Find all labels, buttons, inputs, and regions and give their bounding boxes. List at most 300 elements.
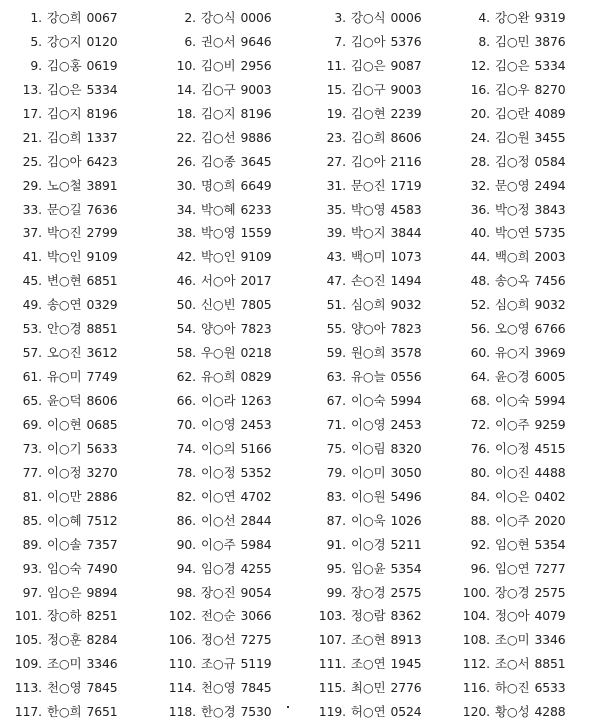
- item-code: 5496: [390, 488, 422, 504]
- list-item: [444, 198, 600, 222]
- item-number: 13.: [22, 81, 42, 97]
- list-item: [298, 365, 444, 389]
- list-item: [298, 221, 444, 245]
- list-item: [0, 102, 150, 126]
- item-number: 106.: [168, 632, 196, 648]
- list-item: [150, 30, 298, 54]
- item-number: 87.: [326, 512, 346, 528]
- item-name: 원○희: [351, 345, 386, 361]
- item-code: 3346: [534, 632, 566, 648]
- item-number: 18.: [176, 105, 196, 121]
- item-name: 한○경: [201, 704, 236, 720]
- list-item: [0, 700, 150, 724]
- item-name: 이○림: [351, 440, 386, 456]
- item-code: 8851: [86, 321, 118, 337]
- item-number: 85.: [22, 512, 42, 528]
- item-number: 22.: [176, 129, 196, 145]
- item-code: 0829: [240, 369, 272, 385]
- item-name: 김○원: [495, 129, 530, 145]
- item-code: 8851: [534, 656, 566, 672]
- item-number: 51.: [326, 297, 346, 313]
- item-code: 0556: [390, 369, 422, 385]
- item-name: 이○정: [201, 464, 236, 480]
- item-code: 8270: [534, 81, 566, 97]
- item-code: 9003: [390, 81, 422, 97]
- item-name: 김○정: [495, 153, 530, 169]
- item-name: 노○철: [47, 177, 82, 193]
- list-item: [150, 437, 298, 461]
- item-code: 0218: [240, 345, 272, 361]
- item-name: 조○미: [495, 632, 530, 648]
- item-number: 30.: [176, 177, 196, 193]
- item-number: 6.: [184, 33, 196, 49]
- list-item: [444, 245, 600, 269]
- item-number: 11.: [326, 57, 346, 73]
- item-code: 5334: [534, 57, 566, 73]
- item-number: 20.: [470, 105, 490, 121]
- item-name: 김○지: [201, 105, 236, 121]
- list-item: [0, 533, 150, 557]
- item-name: 김○홍: [47, 57, 82, 73]
- item-name: 강○식: [201, 10, 236, 25]
- item-code: 6005: [534, 369, 566, 385]
- list-item: [150, 126, 298, 150]
- item-name: 이○기: [47, 440, 82, 456]
- item-number: 108.: [462, 632, 490, 648]
- item-code: 1026: [390, 512, 422, 528]
- name-list-grid: [0, 6, 600, 724]
- list-row: [0, 221, 600, 245]
- item-name: 임○연: [495, 560, 530, 576]
- item-number: 25.: [22, 153, 42, 169]
- list-item: [298, 78, 444, 102]
- item-code: 6423: [86, 153, 118, 169]
- list-item: [444, 628, 600, 652]
- item-name: 김○민: [495, 33, 530, 49]
- item-number: 64.: [470, 369, 490, 385]
- list-item: [444, 485, 600, 509]
- item-number: 70.: [176, 416, 196, 432]
- item-name: 안○경: [47, 321, 82, 337]
- list-item: [298, 485, 444, 509]
- item-name: 이○솔: [47, 536, 82, 552]
- item-number: 95.: [326, 560, 346, 576]
- item-number: 111.: [318, 656, 346, 672]
- item-code: 0329: [86, 297, 118, 313]
- list-item: [0, 341, 150, 365]
- list-row: [0, 509, 600, 533]
- list-item: [150, 6, 298, 30]
- item-number: 19.: [326, 105, 346, 121]
- list-item: [150, 557, 298, 581]
- list-item: [150, 269, 298, 293]
- item-name: 이○영: [351, 416, 386, 432]
- item-number: 63.: [326, 369, 346, 385]
- item-number: 38.: [176, 225, 196, 241]
- item-name: 명○희: [201, 177, 236, 193]
- item-number: 116.: [462, 680, 490, 696]
- item-number: 102.: [168, 608, 196, 624]
- item-number: 92.: [470, 536, 490, 552]
- item-number: 3.: [334, 10, 346, 25]
- item-name: 백○희: [495, 249, 530, 265]
- list-item: [444, 30, 600, 54]
- item-name: 김○비: [201, 57, 236, 73]
- item-number: 39.: [326, 225, 346, 241]
- item-name: 윤○경: [495, 369, 530, 385]
- item-code: 4583: [390, 201, 422, 217]
- item-name: 임○윤: [351, 560, 386, 576]
- list-row: [0, 485, 600, 509]
- item-code: 5735: [534, 225, 566, 241]
- item-code: 2239: [390, 105, 422, 121]
- item-name: 정○훈: [47, 632, 82, 648]
- list-row: [0, 174, 600, 198]
- item-number: 73.: [22, 440, 42, 456]
- list-item: [444, 317, 600, 341]
- item-name: 강○희: [47, 10, 82, 25]
- list-item: [298, 102, 444, 126]
- item-number: 103.: [318, 608, 346, 624]
- list-item: [298, 652, 444, 676]
- item-code: 7275: [240, 632, 272, 648]
- list-item: [0, 365, 150, 389]
- item-number: 117.: [14, 704, 42, 720]
- item-code: 2776: [390, 680, 422, 696]
- list-item: [298, 150, 444, 174]
- item-code: 5354: [534, 536, 566, 552]
- item-name: 유○늘: [351, 369, 386, 385]
- item-name: 김○종: [201, 153, 236, 169]
- item-name: 김○선: [201, 129, 236, 145]
- item-code: 9109: [86, 249, 118, 265]
- list-item: [444, 269, 600, 293]
- item-name: 김○은: [351, 57, 386, 73]
- list-row: [0, 78, 600, 102]
- item-number: 49.: [22, 297, 42, 313]
- item-name: 김○현: [351, 105, 386, 121]
- item-code: 6533: [534, 680, 566, 696]
- item-code: 1719: [390, 177, 422, 193]
- item-code: 5166: [240, 440, 272, 456]
- list-item: [444, 150, 600, 174]
- item-name: 심○희: [351, 297, 386, 313]
- item-name: 조○규: [201, 656, 236, 672]
- item-number: 86.: [176, 512, 196, 528]
- item-name: 오○영: [495, 321, 530, 337]
- item-code: 8362: [390, 608, 422, 624]
- list-item: [0, 317, 150, 341]
- item-name: 이○현: [47, 416, 82, 432]
- item-number: 79.: [326, 464, 346, 480]
- item-code: 9886: [240, 129, 272, 145]
- item-name: 이○영: [201, 416, 236, 432]
- list-row: [0, 581, 600, 605]
- item-code: 7823: [240, 321, 272, 337]
- item-number: 12.: [470, 57, 490, 73]
- item-code: 1263: [240, 393, 272, 408]
- list-item: [0, 389, 150, 413]
- list-item: [150, 221, 298, 245]
- list-item: [298, 6, 444, 30]
- item-code: 9032: [390, 297, 422, 313]
- list-item: [298, 341, 444, 365]
- list-item: [0, 628, 150, 652]
- item-number: 100.: [462, 584, 490, 600]
- list-row: [0, 533, 600, 557]
- item-number: 90.: [176, 536, 196, 552]
- item-name: 박○혜: [201, 201, 236, 217]
- item-code: 0006: [390, 10, 422, 25]
- item-code: 0524: [390, 704, 422, 720]
- list-item: [298, 245, 444, 269]
- item-number: 44.: [470, 249, 490, 265]
- item-number: 40.: [470, 225, 490, 241]
- item-name: 송○옥: [495, 273, 530, 289]
- item-name: 이○미: [351, 464, 386, 480]
- item-name: 박○정: [495, 201, 530, 217]
- item-code: 0619: [86, 57, 118, 73]
- item-number: 29.: [22, 177, 42, 193]
- list-row: [0, 54, 600, 78]
- item-number: 42.: [176, 249, 196, 265]
- list-row: [0, 245, 600, 269]
- list-item: [150, 461, 298, 485]
- item-number: 56.: [470, 321, 490, 337]
- item-name: 장○경: [495, 584, 530, 600]
- item-number: 2.: [184, 10, 196, 25]
- list-item: [150, 389, 298, 413]
- item-name: 양○아: [201, 321, 236, 337]
- item-name: 신○빈: [201, 297, 236, 313]
- list-row: [0, 198, 600, 222]
- list-item: [150, 293, 298, 317]
- item-number: 82.: [176, 488, 196, 504]
- list-row: [0, 700, 600, 724]
- item-code: 2453: [390, 416, 422, 432]
- item-number: 23.: [326, 129, 346, 145]
- item-number: 93.: [22, 560, 42, 576]
- item-name: 이○정: [495, 440, 530, 456]
- list-item: [0, 78, 150, 102]
- list-item: [298, 700, 444, 724]
- item-code: 3346: [86, 656, 118, 672]
- item-number: 101.: [14, 608, 42, 624]
- list-row: [0, 365, 600, 389]
- item-code: 3891: [86, 177, 118, 193]
- item-name: 박○연: [495, 225, 530, 241]
- list-item: [298, 581, 444, 605]
- list-item: [150, 102, 298, 126]
- item-code: 1559: [240, 225, 272, 241]
- item-code: 8196: [86, 105, 118, 121]
- list-item: [444, 365, 600, 389]
- item-number: 66.: [176, 393, 196, 408]
- list-row: [0, 628, 600, 652]
- item-name: 박○인: [201, 249, 236, 265]
- list-item: [298, 509, 444, 533]
- item-name: 강○완: [495, 10, 530, 25]
- list-item: [0, 221, 150, 245]
- list-item: [150, 533, 298, 557]
- list-item: [444, 6, 600, 30]
- item-code: 4515: [534, 440, 566, 456]
- item-number: 17.: [22, 105, 42, 121]
- item-number: 34.: [176, 201, 196, 217]
- item-name: 박○진: [47, 225, 82, 241]
- item-number: 109.: [14, 656, 42, 672]
- item-name: 김○은: [495, 57, 530, 73]
- list-item: [0, 6, 150, 30]
- item-number: 99.: [326, 584, 346, 600]
- item-name: 임○숙: [47, 560, 82, 576]
- list-item: [444, 437, 600, 461]
- stray-dot: [287, 706, 289, 708]
- item-number: 112.: [462, 656, 490, 672]
- list-item: [150, 413, 298, 437]
- item-name: 이○라: [201, 393, 236, 408]
- list-item: [0, 604, 150, 628]
- item-name: 정○람: [351, 608, 386, 624]
- item-number: 47.: [326, 273, 346, 289]
- item-code: 7845: [86, 680, 118, 696]
- list-item: [150, 628, 298, 652]
- item-number: 59.: [326, 345, 346, 361]
- item-code: 3612: [86, 345, 118, 361]
- item-name: 심○희: [495, 297, 530, 313]
- item-name: 이○연: [201, 488, 236, 504]
- item-number: 53.: [22, 321, 42, 337]
- item-code: 5994: [390, 393, 422, 408]
- list-item: [298, 174, 444, 198]
- item-number: 69.: [22, 416, 42, 432]
- item-number: 35.: [326, 201, 346, 217]
- item-code: 3066: [240, 608, 272, 624]
- list-item: [0, 150, 150, 174]
- item-code: 9032: [534, 297, 566, 313]
- item-code: 4702: [240, 488, 272, 504]
- item-name: 문○영: [495, 177, 530, 193]
- list-item: [298, 317, 444, 341]
- item-code: 0006: [240, 10, 272, 25]
- item-name: 하○진: [495, 680, 530, 696]
- list-item: [298, 533, 444, 557]
- item-number: 52.: [470, 297, 490, 313]
- item-code: 0067: [86, 10, 118, 25]
- list-item: [150, 198, 298, 222]
- list-item: [150, 700, 298, 724]
- item-name: 이○원: [351, 488, 386, 504]
- item-name: 박○지: [351, 225, 386, 241]
- item-name: 송○연: [47, 297, 82, 313]
- item-code: 9109: [240, 249, 272, 265]
- list-row: [0, 30, 600, 54]
- list-item: [150, 652, 298, 676]
- list-item: [298, 54, 444, 78]
- item-number: 1.: [30, 10, 42, 25]
- item-name: 임○경: [201, 560, 236, 576]
- item-code: 6233: [240, 201, 272, 217]
- item-name: 강○식: [351, 10, 386, 25]
- item-code: 8913: [390, 632, 422, 648]
- item-code: 1494: [390, 273, 422, 289]
- item-number: 43.: [326, 249, 346, 265]
- list-row: [0, 413, 600, 437]
- item-name: 한○희: [47, 704, 82, 720]
- item-code: 3270: [86, 464, 118, 480]
- item-name: 김○희: [47, 129, 82, 145]
- item-number: 14.: [176, 81, 196, 97]
- list-item: [298, 437, 444, 461]
- item-number: 120.: [462, 704, 490, 720]
- item-number: 110.: [168, 656, 196, 672]
- item-name: 이○선: [201, 512, 236, 528]
- item-number: 71.: [326, 416, 346, 432]
- item-code: 8251: [86, 608, 118, 624]
- list-item: [0, 54, 150, 78]
- item-code: 5633: [86, 440, 118, 456]
- list-row: [0, 604, 600, 628]
- item-name: 이○의: [201, 440, 236, 456]
- item-name: 김○구: [201, 81, 236, 97]
- item-code: 7456: [534, 273, 566, 289]
- item-code: 8606: [390, 129, 422, 145]
- list-item: [0, 676, 150, 700]
- item-number: 78.: [176, 464, 196, 480]
- list-item: [444, 557, 600, 581]
- list-item: [298, 413, 444, 437]
- item-number: 67.: [326, 393, 346, 408]
- item-name: 이○경: [351, 536, 386, 552]
- item-name: 이○정: [47, 464, 82, 480]
- item-name: 강○지: [47, 33, 82, 49]
- list-item: [444, 174, 600, 198]
- list-item: [150, 676, 298, 700]
- item-name: 문○진: [351, 177, 386, 193]
- item-code: 2799: [86, 225, 118, 241]
- item-name: 임○은: [47, 584, 82, 600]
- list-item: [0, 245, 150, 269]
- item-number: 37.: [22, 225, 42, 241]
- item-name: 정○아: [495, 608, 530, 624]
- item-number: 105.: [14, 632, 42, 648]
- item-code: 0402: [534, 488, 566, 504]
- item-number: 83.: [326, 488, 346, 504]
- item-name: 김○우: [495, 81, 530, 97]
- item-number: 15.: [326, 81, 346, 97]
- list-item: [0, 485, 150, 509]
- item-name: 천○영: [47, 680, 82, 696]
- item-name: 장○진: [201, 584, 236, 600]
- item-name: 양○아: [351, 321, 386, 337]
- list-item: [150, 365, 298, 389]
- item-code: 0120: [86, 33, 118, 49]
- item-code: 3844: [390, 225, 422, 241]
- item-number: 107.: [318, 632, 346, 648]
- list-item: [0, 174, 150, 198]
- item-name: 김○구: [351, 81, 386, 97]
- item-name: 윤○덕: [47, 393, 82, 408]
- item-name: 조○연: [351, 656, 386, 672]
- item-name: 김○란: [495, 105, 530, 121]
- item-name: 천○영: [201, 680, 236, 696]
- item-name: 전○순: [201, 608, 236, 624]
- item-name: 변○현: [47, 273, 82, 289]
- item-number: 8.: [478, 33, 490, 49]
- item-code: 6766: [534, 321, 566, 337]
- item-number: 58.: [176, 345, 196, 361]
- list-item: [298, 30, 444, 54]
